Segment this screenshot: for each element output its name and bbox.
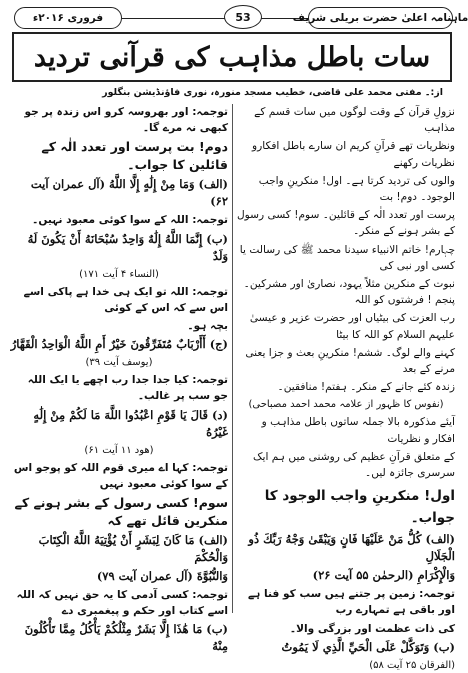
translation-line: توجمہ: اور بھروسہ کرو اس زندہ پر جو کبھی نہ مرے گا۔ (24, 106, 228, 135)
page-number: 53 (224, 5, 262, 29)
paragraph-line: کہنے والے لوگ۔ ششم! منکرینِ بعث و جزا یعنی مرنے کے بعد (245, 346, 455, 376)
verse-reference: (ھود ۱۱ آیت ۶۱) (84, 444, 154, 456)
quran-verse: (الف) وَمَا مِنْ إِلَٰهٍ إِلَّا اللَّهُ (آل عمران آیت ۶۲) (30, 177, 228, 209)
section-heading: دوم! بت پرست اور تعدد الٰہ کے قائلین کا جواب۔ (41, 139, 228, 173)
paragraph-line: آیئے مذکورہ بالا جملہ ساتوں باطل مذاہب و افکار و نظریات (261, 416, 455, 445)
quran-verse: وَالنُّبُوَّةَ (آل عمران آیت ۷۹) (96, 569, 228, 584)
page-header (14, 5, 468, 31)
translation-line: توجمہ: کسی آدمی کا یہ حق نہیں کہ اللہ اسے کتاب اور حکم و پیغمبری دے (16, 589, 228, 618)
paragraph-line: ونظریات تھے قرآنِ کریم ان سارے باطل افکارو نظریات رکھنے (252, 140, 455, 169)
translation-line: توجمہ: کیا جدا جدا رب اچھے یا ایک اللہ جو سب پر غالب۔ (27, 374, 228, 403)
section-heading: سوم! کسی رسول کے بشر ہونے کے منکرین قائل تھے کہ (14, 495, 228, 529)
quran-verse: وَالْإِكْرَامِ (الرحمٰن ۵۵ آیت ۲۶) (312, 568, 455, 583)
translation-line: کی ذات عظمت اور بزرگی والا۔ (289, 622, 455, 635)
quran-verse: (د) قَالَ يَا قَوْمِ اعْبُدُوا اللَّهَ مَا لَكُمْ مِنْ إِلَٰهٍ غَيْرُهُ (33, 407, 228, 439)
translation-line: بچہ ہو۔ (187, 320, 228, 333)
paragraph-line: نبوت کے منکرین مثلاً یہود، نصاریٰ اور مشرکین۔ پنجم ! فرشتوں کو اللہ (243, 278, 455, 307)
paragraph-line: نزولِ قرآن کے وقت لوگوں میں سات قسم کے مذاہب (254, 106, 455, 135)
paragraph-line: چہارم! خاتم الانبیاء سیدنا محمد ﷺ کی رسالت یا کسی اور نبی کی (239, 243, 455, 272)
magazine-name: ماہنامہ اعلیٰ حضرت بریلی شریف (308, 7, 453, 29)
left-column (10, 104, 228, 654)
translation-line: توجمہ: اللہ تو ایک ہی خدا ہے پاکی اسے اس سے کہ اس کے کوئی (23, 285, 228, 314)
quran-verse: (الف) مَا كَانَ لِبَشَرٍ أَنْ يُؤْتِيَهُ اللَّهُ الْكِتَابَ وَالْحُكْمَ (38, 533, 228, 565)
quran-verse: (ب) إِنَّمَا اللَّهُ إِلَٰهٌ وَاحِدٌ سُبْحَانَهُ أَنْ يَكُونَ لَهُ وَلَدٌ (27, 231, 228, 263)
citation: (نفوس کا ظہور از علامہ محمد احمد مصباحی) (248, 399, 444, 411)
header-rule (122, 18, 308, 19)
paragraph-line: والوں کی تردید کرتا ہے۔ اول! منکرینِ واجب الوجود۔ دوم! بت (258, 174, 455, 204)
translation-line: توجمہ: کہا اے میری قوم اللہ کو پوجو اس کے سوا کوئی معبود نہیں (13, 461, 228, 490)
translation-line: توجمہ: زمین پر جتنے ہیں سب کو فنا ہے اور باقی ہے تمہارے رب (247, 588, 455, 617)
article-title: سات باطل مذاہب کی قرآنی تردید (12, 32, 452, 82)
paragraph-line: رب العزت کی بیٹیاں اور حضرت عزیر و عیسیٰ علیہم السلام کو اللہ کا بیٹا (249, 312, 455, 341)
verse-reference: (یوسف آیت ۳۹) (85, 357, 153, 369)
translation-line: توجمہ: اللہ کے سوا کوئی معبود نہیں۔ (32, 214, 228, 227)
paragraph-line: زندہ کئے جانے کے منکر۔ ہفتم! منافقین۔ (277, 381, 455, 394)
quran-verse: (ب) مَا هَٰذَا إِلَّا بَشَرٌ مِثْلُكُمْ يَأْكُلُ مِمَّا تَأْكُلُونَ مِنْهُ (24, 622, 228, 654)
quran-verse: (ج) أَأَرْبَابٌ مُتَفَرِّقُونَ خَيْرٌ أَمِ اللَّهُ الْوَاحِدُ الْقَهَّارُ (10, 337, 228, 352)
quran-verse: (ب) وَتَوَكَّلْ عَلَى الْحَيِّ الَّذِي لَا يَمُوتُ (281, 639, 455, 654)
column-divider (232, 104, 233, 613)
verse-reference: (الفرقان ۲۵ آیت ۵۸) (369, 659, 455, 671)
article-author: از:۔ مفتی محمد علی قاضی، خطیب مسجد منورہ، نوری فاؤنڈیشن بنگلور (102, 87, 443, 98)
issue-date: فروری ۲۰۱۶ء (14, 7, 122, 29)
paragraph-line: کے متعلق قرآنِ عظیم کی روشنی میں ہم ایک سرسری جائزہ لیں۔ (253, 450, 455, 480)
right-column (236, 104, 455, 671)
paragraph-line: پرست اور تعدد الٰہ کے قائلین۔ سوم! کسی رسول کے بشر ہونے کے منکر۔ (236, 209, 455, 238)
verse-reference: (النساء ۴ آیت ۱۷۱) (79, 268, 159, 280)
section-heading: اول! منکرینِ واجب الوجود کا جواب۔ (264, 488, 455, 527)
quran-verse: (الف) كُلُّ مَنْ عَلَيْهَا فَانٍ وَيَبْقَىٰ وَجْهُ رَبِّكَ ذُو الْجَلَالِ (248, 532, 455, 564)
